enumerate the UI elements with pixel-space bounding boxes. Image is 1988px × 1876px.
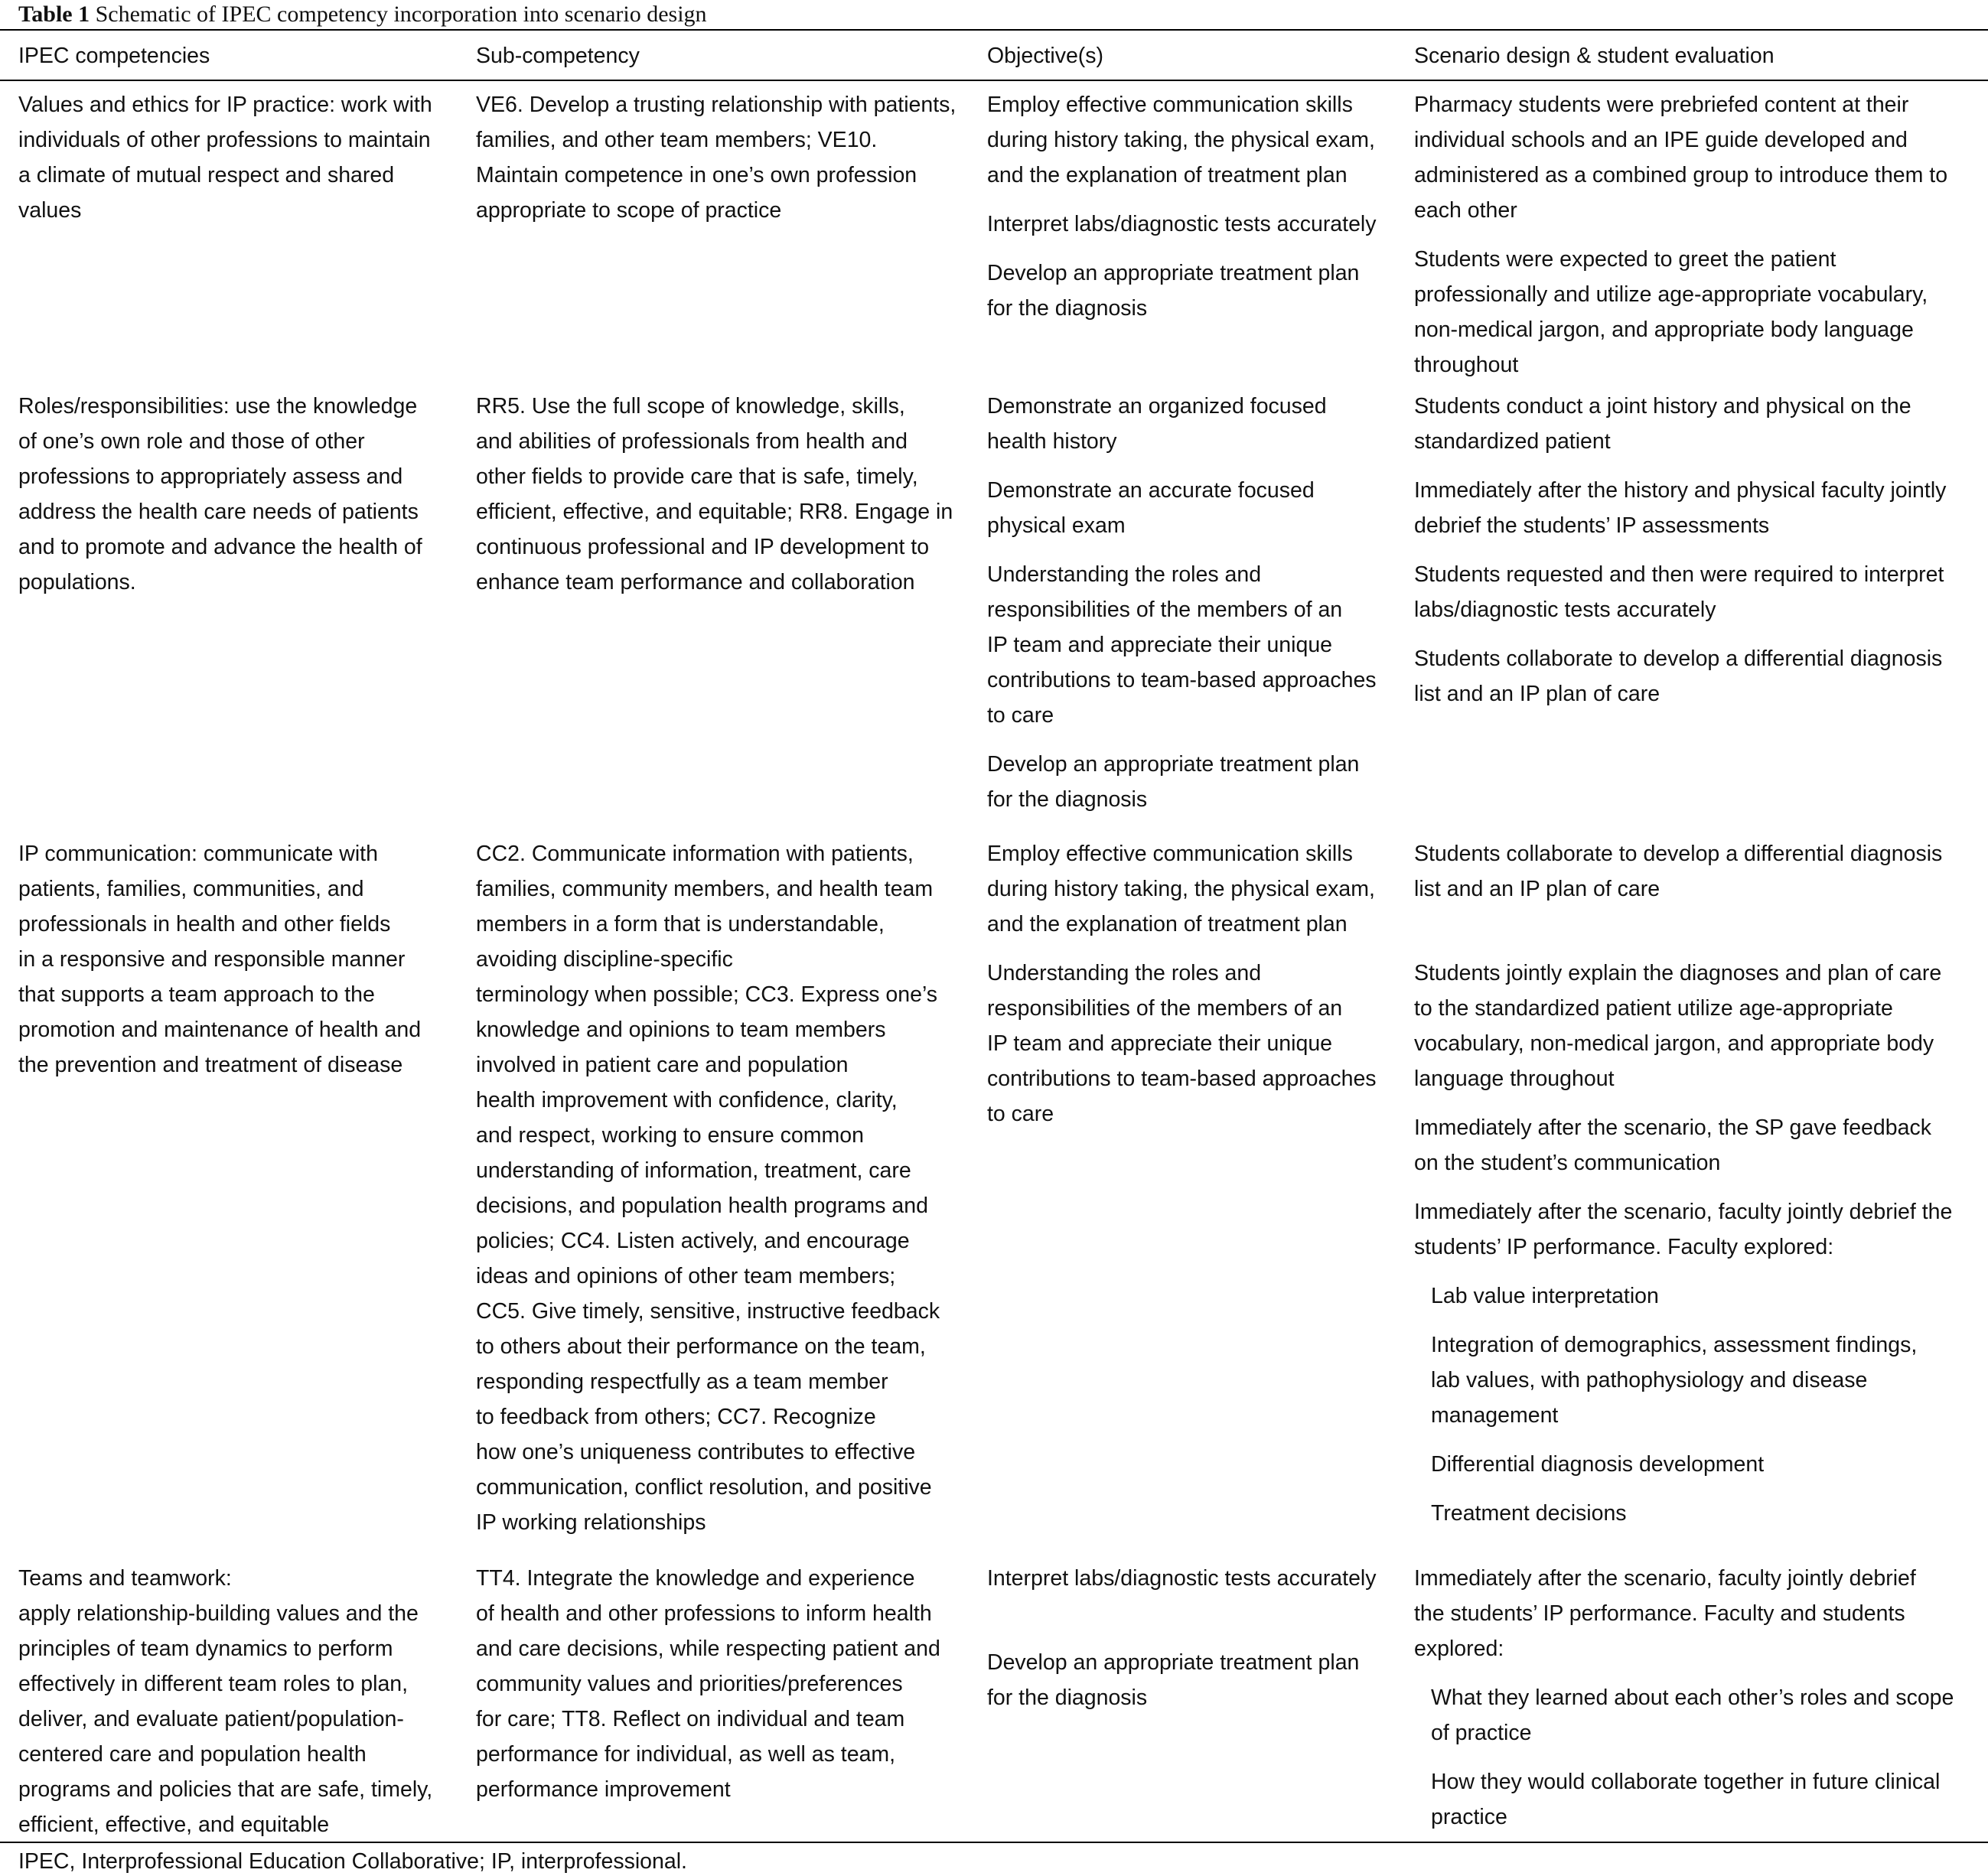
footnote: IPEC, Interprofessional Education Collaborative; IP, interprofessional. (18, 1849, 687, 1874)
evaluation-subitem (1414, 1496, 1980, 1531)
header-ipec-competencies: IPEC competencies (18, 44, 210, 68)
cell-text-line: communication, conflict resolution, and positive (476, 1475, 932, 1500)
cell-text-line: responding respectfully as a team member (476, 1370, 888, 1394)
cell-text-line: Understanding the roles and (987, 562, 1262, 587)
cell-text-line: lab values, with pathophysiology and disease (1431, 1368, 1868, 1392)
cell-text-line: Interpret labs/diagnostic tests accurately (987, 212, 1377, 236)
cell-text-line: Demonstrate an accurate focused (987, 478, 1315, 503)
cell-text-line: non-medical jargon, and appropriate body language (1414, 318, 1914, 342)
competency-cell (18, 87, 462, 228)
block-gap (987, 942, 1406, 956)
sub-competency-cell (476, 1561, 973, 1807)
cell-text-line: list and an IP plan of care (1414, 877, 1660, 901)
block-gap (1414, 459, 1980, 473)
cell-text-line: Roles/responsibilities: use the knowledge (18, 394, 418, 419)
block-gap (1414, 1096, 1980, 1110)
cell-text-line: language throughout (1414, 1067, 1615, 1091)
cell-text-line: involved in patient care and population (476, 1053, 849, 1077)
cell-text-line: efficient, effective, and equitable; RR8. Engage in (476, 500, 953, 524)
evaluation-subitem (1414, 1327, 1980, 1433)
cell-text-line: Lab value interpretation (1431, 1284, 1659, 1308)
cell-text-line: to care (987, 703, 1054, 728)
cell-text-line: health history (987, 429, 1117, 454)
spacer (987, 1610, 1406, 1645)
cell-text-line: CC5. Give timely, sensitive, instructive feedback (476, 1299, 940, 1324)
cell-text-line: during history taking, the physical exam, (987, 128, 1375, 152)
cell-text-line: members in a form that is understandable, (476, 912, 885, 936)
sub-competency-cell (476, 389, 973, 600)
block-gap (1414, 1666, 1980, 1680)
cell-text-line: policies; CC4. Listen actively, and encourage (476, 1229, 910, 1253)
cell-text-line: promotion and maintenance of health and (18, 1018, 422, 1042)
cell-text-line: professionals in health and other fields (18, 912, 391, 936)
cell-text-line: What they learned about each other’s roles and scope (1431, 1685, 1954, 1710)
cell-text-line: efficient, effective, and equitable (18, 1812, 330, 1837)
competency-cell (18, 1561, 462, 1842)
cell-text-line: for care; TT8. Reflect on individual and team (476, 1707, 905, 1731)
cell-text-line: continuous professional and IP development to (476, 535, 930, 559)
cell-text-line: CC2. Communicate information with patients, (476, 842, 914, 866)
evaluation-subitem (1414, 1680, 1980, 1751)
cell-text-line: on the student’s communication (1414, 1151, 1721, 1175)
cell-text-line: Values and ethics for IP practice: work with (18, 93, 432, 117)
spacer (1414, 920, 1980, 956)
header-scenario-design: Scenario design & student evaluation (1414, 44, 1775, 68)
header-sub-competency: Sub-competency (476, 44, 640, 68)
block-gap (987, 242, 1406, 256)
cell-text-line: avoiding discipline-specific (476, 947, 733, 972)
cell-text-line: for the diagnosis (987, 1685, 1148, 1710)
cell-text-line: RR5. Use the full scope of knowledge, skills, (476, 394, 905, 419)
cell-text-line: deliver, and evaluate patient/population- (18, 1707, 404, 1731)
cell-text-line: standardized patient (1414, 429, 1611, 454)
cell-text-line: to the standardized patient utilize age-appropriate (1414, 996, 1893, 1021)
block-gap (1414, 1751, 1980, 1764)
cell-text-line: students’ IP performance. Faculty explored: (1414, 1235, 1834, 1259)
block-gap (987, 193, 1406, 207)
cell-text-line: and to promote and advance the health of (18, 535, 422, 559)
cell-text-line: programs and policies that are safe, timely, (18, 1777, 433, 1802)
objectives-cell (987, 836, 1406, 1132)
cell-text-line: VE6. Develop a trusting relationship with patients, (476, 93, 957, 117)
evaluation-cell (1414, 389, 1980, 712)
header-rule (0, 80, 1988, 81)
block-gap (1414, 543, 1980, 557)
cell-text-line: Interpret labs/diagnostic tests accurately (987, 1566, 1377, 1591)
table-caption (18, 2, 707, 28)
cell-text-line: physical exam (987, 513, 1126, 538)
cell-text-line: to others about their performance on the team, (476, 1334, 926, 1359)
cell-text-line: contributions to team-based approaches (987, 668, 1377, 692)
cell-text-line: IP team and appreciate their unique (987, 1031, 1333, 1056)
cell-text-line: Pharmacy students were prebriefed content at their (1414, 93, 1909, 117)
cell-text-line: TT4. Integrate the knowledge and experience (476, 1566, 915, 1591)
competency-cell (18, 836, 462, 1083)
cell-text-line: How they would collaborate together in future clinical (1431, 1770, 1941, 1794)
cell-text-line: Develop an appropriate treatment plan (987, 261, 1360, 285)
cell-text-line: appropriate to scope of practice (476, 198, 782, 223)
cell-text-line: debrief the students’ IP assessments (1414, 513, 1770, 538)
cell-text-line: contributions to team-based approaches (987, 1067, 1377, 1091)
cell-text-line: decisions, and population health programs and (476, 1194, 928, 1218)
competency-cell (18, 389, 462, 600)
cell-text-line: performance for individual, as well as team, (476, 1742, 896, 1767)
cell-text-line: for the diagnosis (987, 296, 1148, 321)
cell-text-line: in a responsive and responsible manner (18, 947, 406, 972)
table-label: Table 1 (18, 2, 90, 27)
cell-text-line: of practice (1431, 1721, 1532, 1745)
cell-text-line: practice (1431, 1805, 1507, 1829)
cell-text-line: professions to appropriately assess and (18, 464, 403, 489)
cell-text-line: Differential diagnosis development (1431, 1452, 1765, 1477)
cell-text-line: Teams and teamwork: (18, 1566, 232, 1591)
evaluation-cell (1414, 87, 1980, 383)
cell-text-line: to care (987, 1102, 1054, 1126)
block-gap (987, 733, 1406, 747)
block-gap (1414, 1265, 1980, 1278)
cell-text-line: Students collaborate to develop a differential diagnosis (1414, 842, 1943, 866)
cell-text-line: Understanding the roles and (987, 961, 1262, 985)
block-gap (987, 543, 1406, 557)
cell-text-line: and the explanation of treatment plan (987, 163, 1348, 187)
cell-text-line: list and an IP plan of care (1414, 682, 1660, 706)
table-title: Schematic of IPEC competency incorporation into scenario design (95, 2, 707, 27)
top-rule (0, 29, 1988, 31)
cell-text-line: patients, families, communities, and (18, 877, 364, 901)
cell-text-line: Students jointly explain the diagnoses and plan of care (1414, 961, 1942, 985)
cell-text-line: effectively in different team roles to plan, (18, 1672, 409, 1696)
cell-text-line: Students were expected to greet the patient (1414, 247, 1836, 272)
cell-text-line: principles of team dynamics to perform (18, 1637, 393, 1661)
cell-text-line: Students collaborate to develop a differential diagnosis (1414, 647, 1943, 671)
cell-text-line: other fields to provide care that is safe, timely, (476, 464, 918, 489)
cell-text-line: populations. (18, 570, 136, 594)
block-gap (1414, 228, 1980, 242)
block-gap (1414, 1314, 1980, 1327)
cell-text-line: health improvement with confidence, clarity, (476, 1088, 898, 1112)
cell-text-line: Employ effective communication skills (987, 842, 1353, 866)
cell-text-line: IP communication: communicate with (18, 842, 378, 866)
cell-text-line: Treatment decisions (1431, 1501, 1627, 1526)
cell-text-line: labs/diagnostic tests accurately (1414, 598, 1716, 622)
block-gap (1414, 1482, 1980, 1496)
cell-text-line: centered care and population health (18, 1742, 367, 1767)
cell-text-line: that supports a team approach to the (18, 982, 375, 1007)
cell-text-line: and the explanation of treatment plan (987, 912, 1348, 936)
evaluation-subitem (1414, 1447, 1980, 1482)
evaluation-subitem (1414, 1764, 1980, 1835)
bottom-rule (0, 1842, 1988, 1843)
cell-text-line: during history taking, the physical exam, (987, 877, 1375, 901)
objectives-cell (987, 389, 1406, 817)
sub-competency-cell (476, 836, 973, 1540)
cell-text-line: apply relationship-building values and the (18, 1601, 419, 1626)
cell-text-line: and care decisions, while respecting patient and (476, 1637, 940, 1661)
sub-competency-cell (476, 87, 973, 228)
evaluation-cell (1414, 836, 1980, 1531)
cell-text-line: ideas and opinions of other team members; (476, 1264, 896, 1288)
cell-text-line: Immediately after the scenario, the SP gave feedback (1414, 1116, 1931, 1140)
cell-text-line: understanding of information, treatment, care (476, 1158, 911, 1183)
cell-text-line: throughout (1414, 353, 1519, 377)
cell-text-line: explored: (1414, 1637, 1504, 1661)
cell-text-line: community values and priorities/preferences (476, 1672, 903, 1696)
cell-text-line: performance improvement (476, 1777, 731, 1802)
header-objectives: Objective(s) (987, 44, 1104, 68)
cell-text-line: terminology when possible; CC3. Express one’s (476, 982, 938, 1007)
cell-text-line: Integration of demographics, assessment findings, (1431, 1333, 1918, 1357)
cell-text-line: Maintain competence in one’s own profession (476, 163, 917, 187)
cell-text-line: Develop an appropriate treatment plan (987, 1650, 1360, 1675)
cell-text-line: Immediately after the scenario, faculty jointly debrief the (1414, 1200, 1953, 1224)
block-gap (1414, 1433, 1980, 1447)
cell-text-line: management (1431, 1403, 1559, 1428)
cell-text-line: and respect, working to ensure common (476, 1123, 864, 1148)
cell-text-line: professionally and utilize age-appropriate vocabulary, (1414, 282, 1928, 307)
block-gap (1414, 907, 1980, 920)
cell-text-line: IP team and appreciate their unique (987, 633, 1333, 657)
block-gap (987, 459, 1406, 473)
cell-text-line: and abilities of professionals from health and (476, 429, 908, 454)
cell-text-line: the students’ IP performance. Faculty and students (1414, 1601, 1905, 1626)
cell-text-line: Demonstrate an organized focused (987, 394, 1327, 419)
cell-text-line: address the health care needs of patients (18, 500, 419, 524)
cell-text-line: Develop an appropriate treatment plan (987, 752, 1360, 777)
block-gap (1414, 627, 1980, 641)
objectives-cell (987, 87, 1406, 326)
evaluation-cell (1414, 1561, 1980, 1835)
cell-text-line: to feedback from others; CC7. Recognize (476, 1405, 876, 1429)
cell-text-line: families, and other team members; VE10. (476, 128, 878, 152)
objectives-cell (987, 1561, 1406, 1715)
cell-text-line: responsibilities of the members of an (987, 598, 1343, 622)
cell-text-line: Students requested and then were required to interpret (1414, 562, 1944, 587)
cell-text-line: vocabulary, non-medical jargon, and appropriate body (1414, 1031, 1934, 1056)
cell-text-line: Employ effective communication skills (987, 93, 1353, 117)
cell-text-line: administered as a combined group to introduce them to (1414, 163, 1948, 187)
block-gap (1414, 1181, 1980, 1194)
cell-text-line: Immediately after the history and physical faculty jointly (1414, 478, 1947, 503)
evaluation-subitem (1414, 1278, 1980, 1314)
cell-text-line: responsibilities of the members of an (987, 996, 1343, 1021)
cell-text-line: values (18, 198, 82, 223)
cell-text-line: Immediately after the scenario, faculty jointly debrief (1414, 1566, 1916, 1591)
cell-text-line: knowledge and opinions to team members (476, 1018, 886, 1042)
cell-text-line: for the diagnosis (987, 787, 1148, 812)
cell-text-line: IP working relationships (476, 1510, 706, 1535)
block-gap (987, 1596, 1406, 1610)
cell-text-line: Students conduct a joint history and physical on the (1414, 394, 1911, 419)
cell-text-line: how one’s uniqueness contributes to effective (476, 1440, 916, 1464)
cell-text-line: enhance team performance and collaboration (476, 570, 915, 594)
cell-text-line: families, community members, and health team (476, 877, 934, 901)
cell-text-line: of health and other professions to inform health (476, 1601, 932, 1626)
cell-text-line: individuals of other professions to maintain (18, 128, 431, 152)
cell-text-line: of one’s own role and those of other (18, 429, 365, 454)
cell-text-line: each other (1414, 198, 1517, 223)
cell-text-line: a climate of mutual respect and shared (18, 163, 395, 187)
cell-text-line: the prevention and treatment of disease (18, 1053, 403, 1077)
cell-text-line: individual schools and an IPE guide developed and (1414, 128, 1908, 152)
